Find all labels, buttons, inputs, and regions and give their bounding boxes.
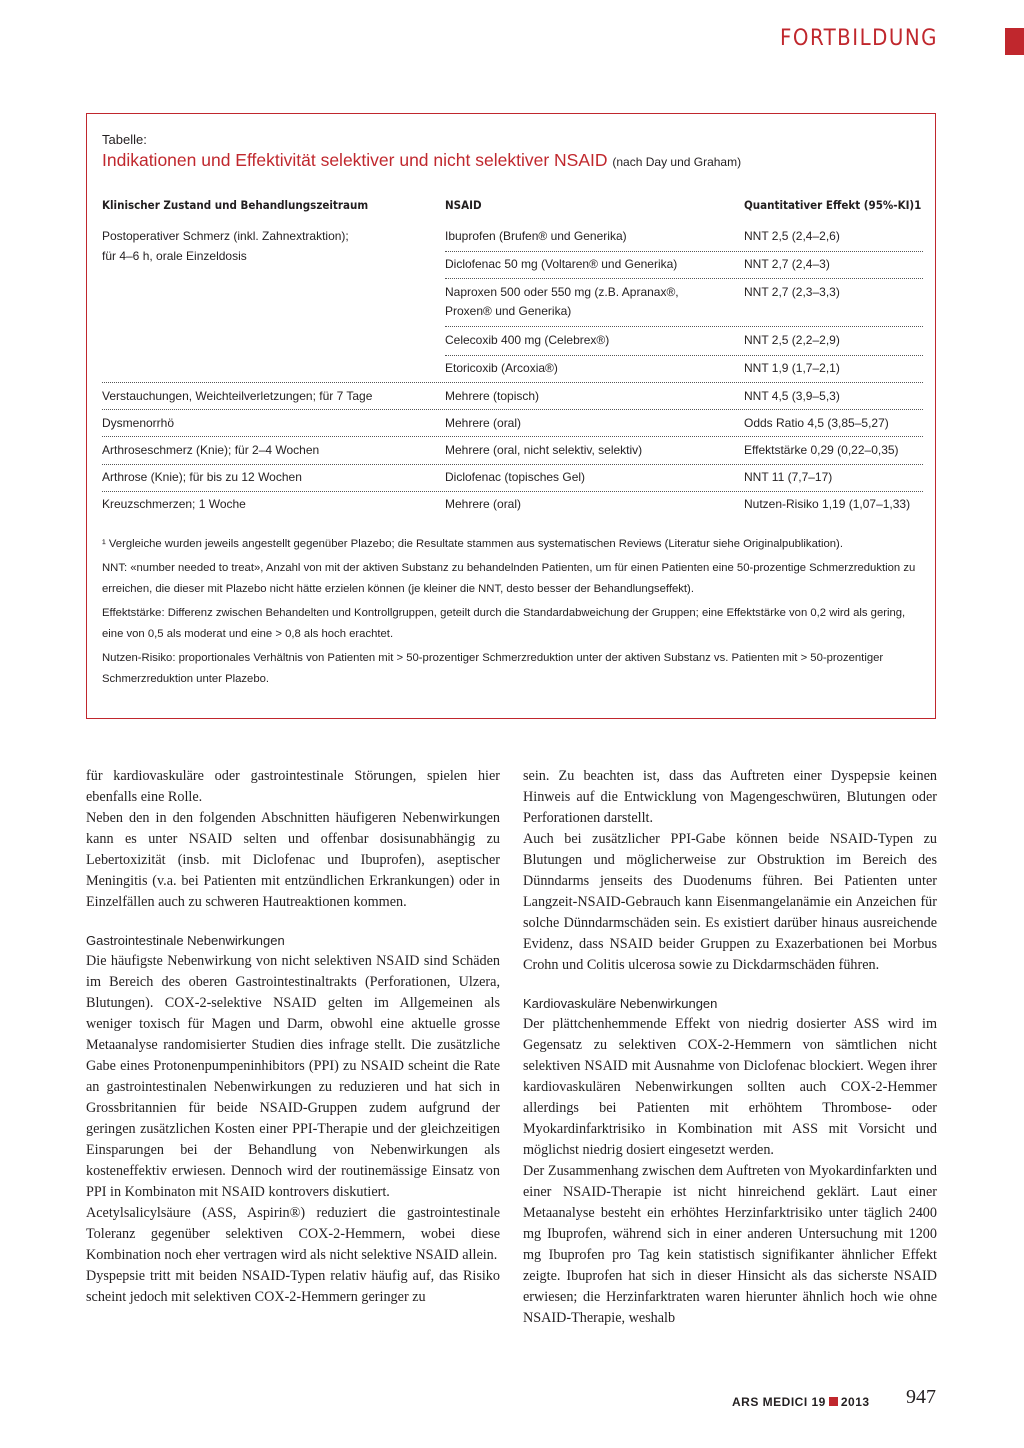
row-divider	[102, 409, 923, 410]
journal-title: ARS MEDICI 19	[732, 1395, 826, 1409]
journal-year: 2013	[840, 1395, 870, 1409]
table-cell-effect: Effektstärke 0,29 (0,22–0,35)	[744, 443, 899, 457]
table-cell-nsaid: Mehrere (oral, nicht selektiv, selektiv)	[445, 443, 643, 457]
row-divider	[102, 382, 923, 383]
table-cell-nsaid: Diclofenac 50 mg (Voltaren® und Generika)	[445, 257, 678, 271]
table-cell-effect: NNT 11 (7,7–17)	[744, 470, 833, 484]
table-title-text: Indikationen und Effektivität selektiver und nicht selektiver NSAID	[102, 150, 608, 170]
table-cell-nsaid: Mehrere (oral)	[445, 416, 522, 430]
table-cell-nsaid: Naproxen 500 oder 550 mg (z.B. Apranax®,	[445, 285, 679, 299]
table-title-note: (nach Day und Graham)	[612, 155, 742, 169]
row-divider	[445, 278, 923, 279]
table-cell-condition: Kreuzschmerzen; 1 Woche	[102, 497, 246, 511]
section-heading: Gastrointestinale Nebenwirkungen	[86, 933, 285, 948]
paragraph: für kardiovaskuläre oder gastrointestinale Störungen, spielen hier ebenfalls eine Rolle.	[86, 768, 500, 805]
row-divider	[445, 355, 923, 356]
table-cell-nsaid: Etoricoxib (Arcoxia®)	[445, 361, 558, 375]
table-cell-condition: Dysmenorrhö	[102, 416, 175, 430]
row-divider	[102, 491, 923, 492]
table-label: Tabelle:	[102, 132, 147, 147]
table-cell-effect: NNT 1,9 (1,7–2,1)	[744, 361, 840, 375]
table-cell-condition: Arthroseschmerz (Knie); für 2–4 Wochen	[102, 443, 320, 457]
table-cell-effect: NNT 2,5 (2,2–2,9)	[744, 333, 840, 347]
table-cell-condition: Verstauchungen, Weichteilverletzungen; für 7 Tage	[102, 389, 373, 403]
paragraph: Die häufigste Nebenwirkung von nicht selektiven NSAID sind Schäden im Bereich des oberen Gastrointestinaltrakts (Perforationen, Ulzera, Blutungen). COX-2-selektive NSAID gelten im Allgemeinen als weniger toxisch für Magen und Darm, obwohl eine aktuelle grosse Metaanalyse randomisierter Studien dies infrage stellt. Die zusätzliche Gabe eines Protonenpumpeninhibitors (PPI) zu NSAID scheint die Rate an gastrointestinalen Nebenwirkungen zu reduzieren und hat sich in Grossbritannien für beide NSAID-Gruppen zudem aufgrund der geringen zusätzlichen Kosten einer PPI-Therapie und der gleichzeitigen Einsparungen bei der Behandlung von Nebenwirkungen als kosteneffektiv erwiesen. Dennoch wird der routinemässige Einsatz von PPI in Kombinaton mit NSAID kontrovers diskutiert.	[86, 953, 500, 1200]
right-column	[523, 766, 937, 1329]
table-cell-nsaid: Mehrere (oral)	[445, 497, 522, 511]
table-cell-effect: NNT 4,5 (3,9–5,3)	[744, 389, 840, 403]
left-column	[86, 766, 500, 1308]
table-cell-effect: Odds Ratio 4,5 (3,85–5,27)	[744, 416, 889, 430]
table-box	[86, 113, 936, 719]
paragraph: sein. Zu beachten ist, dass das Auftreten einer Dyspepsie keinen Hinweis auf die Entwicklung von Magengeschwüren, Blutungen oder Perforationen darstellt.	[523, 768, 937, 826]
table-cell-nsaid: Proxen® und Generika)	[445, 304, 572, 318]
row-divider	[102, 436, 923, 437]
journal-name	[732, 1395, 870, 1409]
table-cell-condition: für 4–6 h, orale Einzeldosis	[102, 249, 247, 263]
table-cell-nsaid: Ibuprofen (Brufen® und Generika)	[445, 229, 627, 243]
separator-square-icon	[829, 1397, 838, 1406]
column-header-nsaid: NSAID	[445, 198, 482, 212]
paragraph: Dyspepsie tritt mit beiden NSAID-Typen relativ häufig auf, das Risiko scheint jedoch mit selektiven COX-2-Hemmern geringer zu	[86, 1268, 500, 1305]
table-title	[102, 150, 741, 171]
table-footnote: ¹ Vergleiche wurden jeweils angestellt gegenüber Plazebo; die Resultate stammen aus systematischen Reviews (Literatur siehe Originalpublikation).	[102, 538, 843, 550]
table-cell-nsaid: Diclofenac (topisches Gel)	[445, 470, 586, 484]
row-divider	[445, 326, 923, 327]
column-header-condition: Klinischer Zustand und Behandlungszeitraum	[102, 198, 369, 212]
column-header-effect: Quantitativer Effekt (95%-KI)1	[744, 198, 922, 212]
paragraph: Neben den in den folgenden Abschnitten häufigeren Nebenwirkungen kann es unter NSAID selten und offenbar dosisunabhängig zu Lebertoxizität (insb. mit Diclofenac und Ibuprofen), aseptischer Meningitis (v.a. bei Patienten mit entzündlichen Erkrankungen) oder in Einzelfällen auch zu schweren Hautreaktionen kommen.	[86, 810, 500, 910]
section-header: FORTBILDUNG	[779, 26, 938, 51]
section-heading: Kardiovaskuläre Nebenwirkungen	[523, 996, 718, 1011]
paragraph: Auch bei zusätzlicher PPI-Gabe können beide NSAID-Typen zu Blutungen und möglicherweise zur Obstruktion im Bereich des Dünndarms jenseits des Duodenums führen. Bei Patienten unter Langzeit-NSAID-Gebrauch kann Eisenmangelanämie ein Anzeichen für solche Dünndarmschäden sein. Es existiert darüber hinaus ausreichende Evidenz, dass NSAID beider Gruppen zu Exazerbationen bei Morbus Crohn und Colitis ulcerosa sowie zu Dickdarmschäden führen.	[523, 831, 937, 973]
table-footnote: NNT: «number needed to treat», Anzahl von mit der aktiven Substanz zu behandelnden Patienten, um für einen Patienten eine 50-prozentige Schmerzreduktion zu erreichen, die dieser mit Plazebo nicht hätte erzielen können (je kleiner die NNT, desto besser der Behandlungseffekt).	[102, 562, 916, 595]
row-divider	[102, 464, 923, 465]
table-cell-effect: Nutzen-Risiko 1,19 (1,07–1,33)	[744, 497, 911, 511]
table-cell-effect: NNT 2,7 (2,4–3)	[744, 257, 830, 271]
table-footnote: Nutzen-Risiko: proportionales Verhältnis von Patienten mit > 50-prozentiger Schmerzreduktion unter der aktiven Substanz vs. Patienten mit > 50-prozentiger Schmerzreduktion unter Plazebo.	[102, 652, 884, 685]
paragraph: Der Zusammenhang zwischen dem Auftreten von Myokardinfarkten und einer NSAID-Therapie ist nicht hinreichend geklärt. Laut einer Metaanalyse besteht ein erhöhtes Herzinfarktrisiko unter täglich 2400 mg Ibuprofen, während sich in einer anderen Untersuchung mit 1200 mg Ibuprofen pro Tag kein statistisch signifikanter ähnlicher Effekt zeigte. Ibuprofen hat sich in dieser Hinsicht als das sicherste NSAID erwiesen; die Herzinfarktraten waren hierunter ähnlich hoch wie ohne NSAID-Therapie, weshalb	[523, 1163, 937, 1326]
table-cell-condition: Postoperativer Schmerz (inkl. Zahnextraktion);	[102, 229, 349, 243]
paragraph: Acetylsalicylsäure (ASS, Aspirin®) reduziert die gastrointestinale Toleranz gegenüber selektiven COX-2-Hemmern, wobei diese Kombination noch eher vertragen wird als nicht selektive NSAID allein.	[86, 1205, 500, 1263]
table-cell-nsaid: Celecoxib 400 mg (Celebrex®)	[445, 333, 610, 347]
header-accent-block	[1005, 28, 1024, 55]
page-number: 947	[906, 1386, 936, 1408]
table-footnote: Effektstärke: Differenz zwischen Behandelten und Kontrollgruppen, geteilt durch die Standardabweichung der Gruppen; eine Effektstärke von 0,2 wird als gering, eine von 0,5 als moderat und eine > 0,8 als hoch erachtet.	[102, 607, 906, 640]
table-cell-condition: Arthrose (Knie); für bis zu 12 Wochen	[102, 470, 302, 484]
table-cell-effect: NNT 2,7 (2,3–3,3)	[744, 285, 840, 299]
row-divider	[445, 251, 923, 252]
paragraph: Der plättchenhemmende Effekt von niedrig dosierter ASS wird im Gegensatz zu selektiven COX-2-Hemmern von sämtlichen nicht selektiven NSAID mit Ausnahme von Diclofenac blockiert. Wegen ihrer kardiovaskulären Nebenwirkungen sollten auch COX-2-Hemmer allerdings bei Patienten mit erhöhtem Thrombose- oder Myokardinfarktrisiko in Kombination mit ASS mit Vorsicht und möglichst niedrig dosiert eingesetzt werden.	[523, 1016, 937, 1158]
table-cell-effect: NNT 2,5 (2,4–2,6)	[744, 229, 840, 243]
table-cell-nsaid: Mehrere (topisch)	[445, 389, 540, 403]
